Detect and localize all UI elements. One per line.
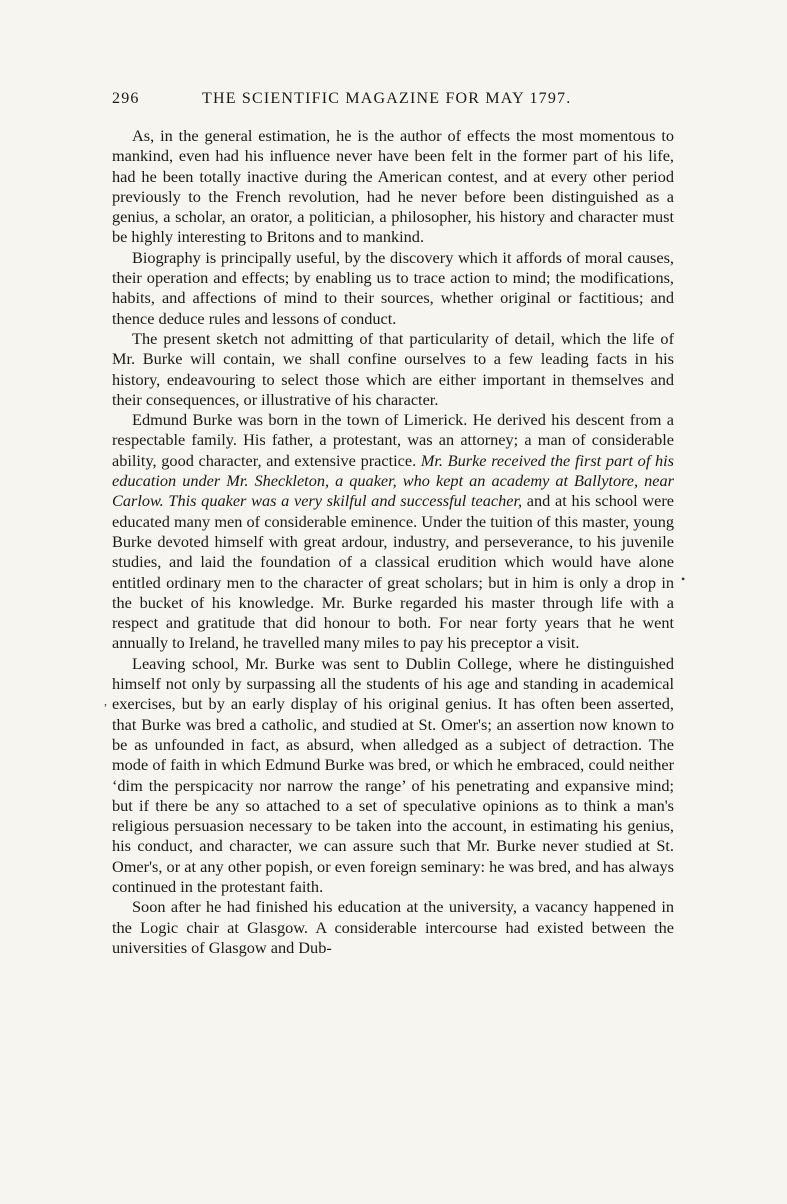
margin-mark: ,: [104, 694, 107, 708]
paragraph-italic-text: Mr. Burke received the first part of his education under Mr. Sheckleton, a quaker, who kept an academy at Ballytore, near Carlow. This quaker was a very skilful and successful teacher,: [112, 450, 675, 511]
paragraph-text: and at his school were educated many men of considerable eminence. Under the tuition of this master, young Burke devoted himself with great ardour, industry, and perseverance, to his juvenile studies, and laid the foundation of a classical erudition which would have alone entitled ordinary men to the character of great scholars; but in him is only a drop in the bucket of his knowledge. Mr. Burke regarded his master through life with a respect and gratitude that did honour to both. For near forty years that he went annually to Ireland, he travelled many miles to pay his preceptor a visit.: [112, 491, 675, 653]
paragraph-text: Leaving school, Mr. Burke was sent to Dublin College, where he distinguished himself not only by surpassing all the students of his age and standing in academical exercises, but by an early display of his original genius. It has often been asserted, that Burke was bred a catholic, and studied at St. Omer's; an assertion now known to be as unfounded in fact, as absurd, when alledged as a subject of detraction. The mode of faith in which Edmund Burke was bred, or which he embraced, could neither ‘dim the perspicacity nor narrow the range’ of his penetrating and expansive mind; but if there be any so attached to a set of speculative opinions as to think a man's religious persuasion necessary to be taken into the account, in estimating his genius, his conduct, and character, we can assure such that Mr. Burke never studied at St. Omer's, or at any other popish, or even foreign seminary: he was bred, and has always continued in the protestant faith.: [112, 653, 674, 896]
page-number: 296: [112, 90, 140, 107]
paragraph-intro: [112, 126, 674, 248]
paragraph-text: Biography is principally useful, by the discovery which it affords of moral causes, their operation and effects; by enabling us to trace action to mind; the modifications, habits, and affections of mind to their sources, whether original or factitious; and thence deduce rules and lessons of conduct.: [112, 247, 674, 328]
paragraph-birth: [112, 410, 674, 654]
paragraph-text: Edmund Burke was born in the town of Limerick. He derived his descent from a respectable family. His father, a protestant, was an attorney; a man of considerable ability, good character, and extensive practice.: [112, 410, 674, 470]
paragraph-glasgow: [112, 897, 674, 958]
paragraph-text: The present sketch not admitting of that particularity of detail, which the life of Mr. Burke will contain, we shall confine ourselves to a few leading facts in his history, endeavouring to select those which are either important in themselves and their consequences, or illustrative of his character.: [112, 328, 674, 409]
paragraph-college: [112, 654, 674, 898]
paragraph-biography: [112, 248, 674, 329]
running-head: [112, 90, 674, 114]
running-title: THE SCIENTIFIC MAGAZINE FOR MAY 1797.: [202, 90, 572, 107]
margin-mark: •: [681, 572, 686, 586]
paragraph-text: Soon after he had finished his education at the university, a vacancy happened in the Logic chair at Glasgow. A considerable intercourse had existed between the universities of Glasgow and Dub-: [112, 897, 674, 957]
article-body: [112, 126, 674, 958]
paragraph-text: As, in the general estimation, he is the author of effects the most momentous to mankind, even had his influence never have been felt in the former part of his life, had he been totally inactive during the American contest, and at every other period previously to the French revolution, had he never before been distinguished as a genius, a scholar, an orator, a politician, a philosopher, his history and character must be highly interesting to Britons and to mankind.: [112, 126, 674, 247]
paragraph-sketch: [112, 329, 674, 410]
